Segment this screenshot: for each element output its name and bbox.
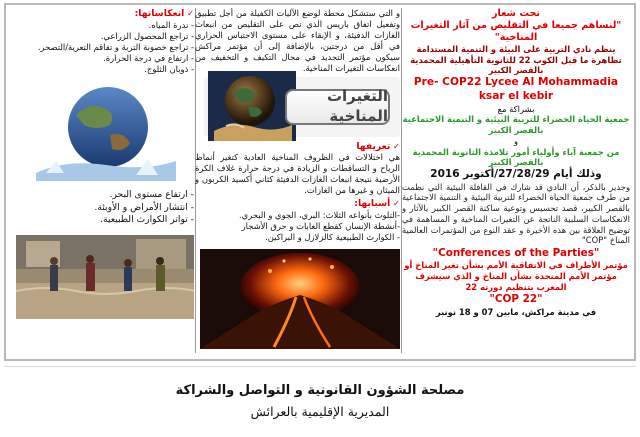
definition-text: هي اختلالات في الظروف المناخية العادية كتغير أنماط الرياح و التساقطات و الزيادة في درجة حرارة غلاف الكرة الأرضية نتيجة انبعاث الغازات الدفيئة كثاني أكسيد الكربون و الميثان و غيرها من الغازات. bbox=[195, 152, 400, 196]
caravan-paragraph: وجدير بالذكر، أن النادي قد شارك في القافلة البيئية التي نظمت من طرف جمعية الحياة الخضراء للتربية البيئية و التنمية الاجتماعية بالقصر الكبير، قصد تحسيس وتوعية ساكنة القصر الكبير بالآثار و الانعكاسات السلبية الناتجة عن التغيرات المناخية و المساهمة في توضيح العلاقة بين هذه الأخيرة و عقد النوع من المؤتمرات العالمية المناخ "COP" bbox=[402, 181, 630, 246]
conference-description: مؤتمر الأطراف في الاتفاقية الأمم بشأن تغير المناخ أو مؤتمر الأمم المتحدة بشأن المناخ و الذي سيشرف المغرب بتنظيم دورته 22 bbox=[404, 260, 628, 292]
event-latin-title: Pre- COP22 Lycee Al Mohammadia ksar el kebir bbox=[413, 76, 619, 102]
banner-title: التغيرات المناخية bbox=[326, 87, 388, 125]
melting-ice-image bbox=[16, 81, 194, 181]
directorate-name: المديرية الإقليمية بالعرائش bbox=[250, 404, 390, 419]
slogan-text: "لنساهم جميعا في التقليص من آثار التغيرات المناخية" bbox=[410, 19, 622, 43]
cop22-label: "COP 22" bbox=[489, 293, 543, 306]
effect-item: - تراجع خصوبة التربة و تفاقم التعرية/التصحر. bbox=[37, 41, 194, 52]
causes-heading bbox=[195, 198, 400, 210]
effects-list bbox=[8, 20, 194, 75]
cause-item: - الكوارث الطبيعية كالزلازل و البراكين. bbox=[265, 231, 400, 242]
partner-conjunction: و bbox=[513, 135, 519, 146]
right-column bbox=[402, 8, 630, 356]
effect-item: - تراجع المحصول الزراعي. bbox=[100, 30, 194, 41]
partner-label: بشراكة مع bbox=[497, 103, 535, 114]
effects-heading bbox=[8, 8, 194, 20]
footer bbox=[4, 366, 636, 436]
causes-title: أسبابها: bbox=[354, 198, 391, 210]
paris-agreement-paragraph: و التي ستشكل محطة لوضع الآليات الكفيلة من أجل تطبيق وتفعيل اتفاق باريس الذي نص على التقليص من انبعاث الغازات الدفيئة، و الإبقاء على مستوى الاحتباس الحراري في أقل من درجتين، بالإضافة إلى أن مؤتمر مراكش سيكون مؤتمر التجديد في مجال التكيف و التخفيف من انعكاسات التغيرات المناخية. bbox=[195, 8, 400, 73]
effect-item: - انتشار الأمراض و الأوبئة. bbox=[94, 201, 194, 213]
definition-title: تعريفها bbox=[356, 140, 391, 152]
checkmark-icon: ✓ bbox=[392, 198, 400, 209]
effect-item: - ذوبان الثلوج. bbox=[144, 63, 194, 74]
middle-column bbox=[195, 8, 400, 356]
checkmark-icon: ✓ bbox=[392, 140, 400, 151]
department-name: مصلحة الشؤون القانونية و التواصل والشراكة bbox=[175, 383, 465, 398]
slogan-label: تحت شعار bbox=[492, 8, 540, 19]
checkmark-icon: ✓ bbox=[186, 8, 194, 18]
effects-list-continued bbox=[8, 189, 194, 226]
volcano-eruption-image bbox=[200, 249, 400, 349]
effect-item: - ندرة المياه. bbox=[148, 19, 194, 30]
flood-image bbox=[16, 235, 194, 319]
left-column bbox=[8, 8, 194, 356]
partner-association: جمعية الحياة الخضراء للتربية البيئية و التنمية الاجتماعية بالقصر الكبير bbox=[402, 114, 630, 136]
event-intro: ينظم نادي التربية على البيئة و التنمية المستدامة تظاهرة ما قبل الكوب 22 للثانوية التأهيلية المحمدية بالقصر الكبير bbox=[410, 43, 622, 76]
definition-heading bbox=[195, 141, 400, 153]
melting-globe-icon bbox=[208, 71, 296, 141]
effect-item: - تواتر الكوارث الطبيعية. bbox=[100, 214, 194, 226]
effects-title: انعكاساتها: bbox=[134, 8, 185, 19]
cause-item: -التلوث بأنواعه الثلاث: البري، الجوي و البحري. bbox=[239, 210, 400, 221]
event-date: وذلك أيام 27/28/29/أكتوبر 2016 bbox=[430, 168, 602, 181]
event-place: في مدينة مراكش، مابين 07 و 18 نونبر bbox=[435, 306, 597, 317]
effect-item: - ارتفاع في درجة الحرارة. bbox=[103, 52, 194, 63]
cause-item: -أنشطة الإنسان كقطع الغابات و حرق الأشجار bbox=[241, 221, 400, 232]
conference-latin-name: "Conferences of the Parties" bbox=[432, 247, 600, 260]
climate-change-banner bbox=[204, 77, 400, 137]
effect-item: - ارتفاع مستوى البحر. bbox=[109, 189, 194, 201]
banner-title-box bbox=[285, 89, 390, 125]
partner-parents-association: من جمعية آباء وأولياء أمور تلامذة الثانوية المحمدية بالقصر الكبير bbox=[412, 146, 620, 168]
